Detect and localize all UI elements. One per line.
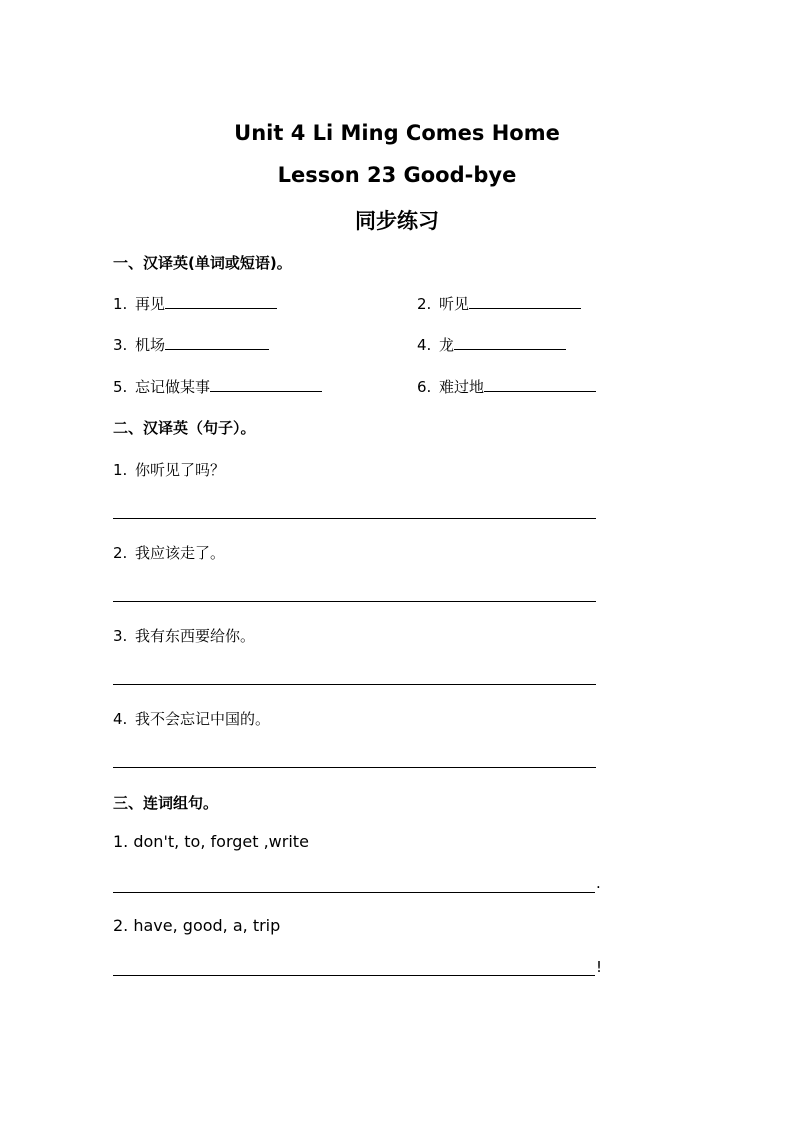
section-2-heading: 二、汉译英（句子）。 bbox=[113, 419, 256, 437]
section-1-heading: 一、汉译英(单词或短语)。 bbox=[113, 254, 292, 272]
item-number: 4. bbox=[417, 336, 432, 354]
section-3-heading: 三、连词组句。 bbox=[113, 794, 219, 812]
item-number: 5. bbox=[113, 378, 128, 396]
vocab-item bbox=[417, 376, 596, 397]
vocab-item bbox=[113, 293, 277, 314]
answer-line[interactable] bbox=[113, 684, 596, 685]
answer-blank[interactable] bbox=[210, 376, 322, 392]
item-number: 3. bbox=[113, 336, 128, 354]
answer-blank[interactable] bbox=[484, 376, 596, 392]
lesson-title: Lesson 23 Good-bye bbox=[277, 163, 517, 187]
end-punctuation: . bbox=[596, 874, 601, 892]
item-number: 6. bbox=[417, 378, 432, 396]
item-number: 1. bbox=[113, 295, 128, 313]
answer-blank[interactable] bbox=[454, 334, 566, 350]
answer-line[interactable] bbox=[113, 975, 595, 976]
vocab-item bbox=[417, 334, 566, 355]
vocab-item bbox=[417, 293, 581, 314]
word-order-item: 1. don't, to, forget ,write bbox=[113, 832, 309, 851]
item-text: 机场 bbox=[135, 336, 166, 354]
item-text: 我应该走了。 bbox=[135, 544, 226, 562]
sentence-item bbox=[113, 542, 225, 563]
sentence-item bbox=[113, 459, 225, 480]
answer-blank[interactable] bbox=[165, 334, 269, 350]
end-punctuation: ! bbox=[596, 958, 603, 976]
item-text: 我不会忘记中国的。 bbox=[135, 710, 271, 728]
item-number: 1. bbox=[113, 461, 128, 479]
sentence-item bbox=[113, 625, 255, 646]
item-text: 你听见了吗？ bbox=[135, 461, 226, 479]
item-text: 忘记做某事 bbox=[135, 378, 211, 396]
answer-line[interactable] bbox=[113, 892, 595, 893]
item-text: 再见 bbox=[135, 295, 166, 313]
word-order-item: 2. have, good, a, trip bbox=[113, 916, 281, 935]
unit-title: Unit 4 Li Ming Comes Home bbox=[234, 121, 560, 145]
answer-blank[interactable] bbox=[469, 293, 581, 309]
worksheet-subtitle: 同步练习 bbox=[355, 209, 439, 233]
item-number: 2. bbox=[417, 295, 432, 313]
item-number: 2. bbox=[113, 544, 128, 562]
item-text: 难过地 bbox=[439, 378, 485, 396]
item-number: 3. bbox=[113, 627, 128, 645]
vocab-item bbox=[113, 334, 269, 355]
answer-line[interactable] bbox=[113, 601, 596, 602]
item-number: 4. bbox=[113, 710, 128, 728]
answer-line[interactable] bbox=[113, 518, 596, 519]
sentence-item bbox=[113, 708, 270, 729]
item-text: 听见 bbox=[439, 295, 470, 313]
item-text: 我有东西要给你。 bbox=[135, 627, 256, 645]
item-text: 龙 bbox=[439, 336, 455, 354]
answer-line[interactable] bbox=[113, 767, 596, 768]
vocab-item bbox=[113, 376, 322, 397]
answer-blank[interactable] bbox=[165, 293, 277, 309]
